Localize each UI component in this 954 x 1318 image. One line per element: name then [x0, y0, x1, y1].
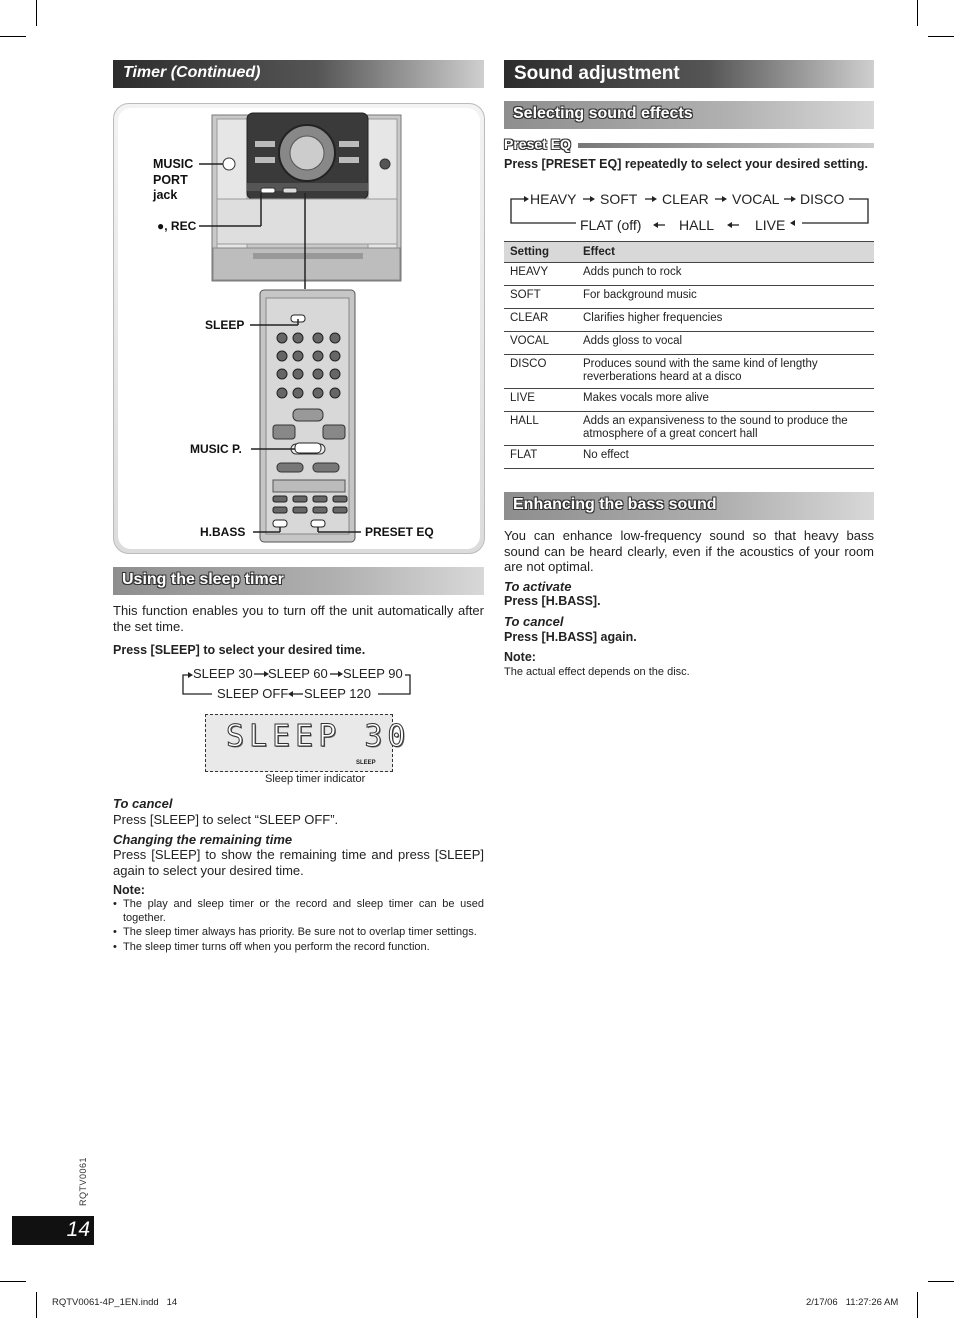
note-item: • The sleep timer turns off when you perform the record function. [113, 941, 484, 955]
bass-heading: Enhancing the bass sound [513, 496, 717, 513]
note-item: • The play and sleep timer or the record and sleep timer can be used together. [113, 898, 484, 925]
notes-list [113, 898, 484, 955]
label-music-p: MUSIC P. [190, 442, 242, 456]
sleep-seq-30: SLEEP 30 [193, 666, 253, 681]
cell-effect: Produces sound with the same kind of lengthy reverberations heard at a disco [577, 355, 874, 389]
cell-setting: HEAVY [504, 263, 577, 286]
eq-seq-clear: CLEAR [662, 191, 709, 207]
table-row [504, 355, 874, 389]
cell-effect: Makes vocals more alive [577, 389, 874, 412]
table-header-row [504, 242, 874, 263]
cancel-heading: To cancel [113, 796, 173, 811]
sleep-instruction: Press [SLEEP] to select your desired time. [113, 643, 366, 657]
eq-seq-disco: DISCO [800, 191, 845, 207]
sleep-timer-heading: Using the sleep timer [122, 571, 284, 588]
display-caption: Sleep timer indicator [265, 773, 366, 785]
crop-mark [36, 0, 37, 26]
bass-cancel-heading: To cancel [504, 614, 564, 629]
bass-intro: You can enhance low-frequency sound so that heavy bass sound can be heard clearly, even if the acoustics of your room are not optimal. [504, 528, 874, 574]
label-hbass: H.BASS [200, 525, 246, 539]
timer-continued-header [113, 60, 484, 88]
crop-mark [928, 1281, 954, 1282]
timestamp: 2/17/06 11:27:26 AM [806, 1297, 899, 1308]
cell-setting: VOCAL [504, 332, 577, 355]
sound-effects-header [504, 101, 874, 129]
col-effect: Effect [577, 242, 874, 263]
crop-mark [0, 1281, 26, 1282]
bass-header [504, 492, 874, 520]
table-row [504, 309, 874, 332]
page-number-tab [12, 1216, 94, 1245]
cell-setting: DISCO [504, 355, 577, 389]
bass-note-heading: Note: [504, 650, 536, 664]
sound-effects-heading: Selecting sound effects [513, 105, 693, 122]
label-rec: ●, REC [157, 219, 197, 233]
activate-heading: To activate [504, 579, 572, 594]
page-number: 14 [66, 1218, 90, 1241]
col-setting: Setting [504, 242, 577, 263]
cell-effect: Adds an expansiveness to the sound to produce the atmosphere of a great concert hall [577, 412, 874, 446]
cell-setting: FLAT [504, 446, 577, 469]
cell-effect: No effect [577, 446, 874, 469]
crop-mark [36, 1292, 37, 1318]
sleep-seq-120: SLEEP 120 [304, 686, 371, 701]
table-row [504, 446, 874, 469]
eq-seq-vocal: VOCAL [732, 191, 780, 207]
table-row [504, 286, 874, 309]
crop-mark [0, 36, 26, 37]
table-row [504, 332, 874, 355]
table-row [504, 389, 874, 412]
table-row [504, 412, 874, 446]
cell-effect: Clarifies higher frequencies [577, 309, 874, 332]
cell-effect: Adds gloss to vocal [577, 332, 874, 355]
bass-note-text: The actual effect depends on the disc. [504, 666, 690, 678]
note-heading: Note: [113, 883, 145, 897]
section-title: Timer (Continued) [123, 64, 261, 81]
eq-seq-heavy: HEAVY [530, 191, 577, 207]
label-music-port-jack: MUSIC PORT jack [153, 157, 194, 202]
cell-setting: LIVE [504, 389, 577, 412]
sleep-display [205, 714, 411, 772]
eq-seq-flat: FLAT (off) [580, 217, 642, 233]
label-sleep: SLEEP [205, 318, 245, 332]
cell-effect: For background music [577, 286, 874, 309]
cancel-text: Press [SLEEP] to select “SLEEP OFF”. [113, 812, 339, 827]
eq-seq-hall: HALL [679, 217, 715, 233]
eq-seq-soft: SOFT [600, 191, 638, 207]
file-name: RQTV0061-4P_1EN.indd 14 [52, 1297, 178, 1308]
note-item: • The sleep timer always has priority. Be sure not to overlap timer settings. [113, 926, 484, 940]
crop-mark [917, 0, 918, 26]
table-row [504, 263, 874, 286]
preset-eq-heading: Preset EQ [504, 136, 571, 152]
cell-effect: Adds punch to rock [577, 263, 874, 286]
display-sleep-indicator: SLEEP [356, 760, 376, 766]
crop-mark [928, 36, 954, 37]
sleep-intro: This function enables you to turn off the unit automatically after the set time. [113, 603, 484, 634]
sleep-seq-90: SLEEP 90 [343, 666, 403, 681]
doc-code: RQTV0061 [78, 1156, 88, 1206]
change-heading: Changing the remaining time [113, 832, 293, 847]
sleep-timer-header [113, 567, 484, 595]
change-text: Press [SLEEP] to show the remaining time and press [SLEEP] again to select your desired time. [113, 847, 484, 878]
label-preset-eq: PRESET EQ [365, 525, 434, 539]
eq-seq-live: LIVE [755, 217, 786, 233]
sleep-seq-60: SLEEP 60 [268, 666, 328, 681]
eq-effects-table [504, 241, 874, 469]
cell-setting: SOFT [504, 286, 577, 309]
cell-setting: HALL [504, 412, 577, 446]
display-segment-text: SLEEP 30 [226, 719, 411, 754]
preset-eq-rule [578, 143, 874, 148]
sleep-seq-off: SLEEP OFF [217, 686, 289, 701]
activate-text: Press [H.BASS]. [504, 594, 601, 608]
cell-setting: CLEAR [504, 309, 577, 332]
preset-instruction: Press [PRESET EQ] repeatedly to select your desired setting. [504, 157, 869, 171]
section-title: Sound adjustment [514, 63, 680, 84]
bass-cancel-text: Press [H.BASS] again. [504, 630, 637, 644]
crop-mark [917, 1292, 918, 1318]
sound-adjustment-header [504, 60, 874, 88]
